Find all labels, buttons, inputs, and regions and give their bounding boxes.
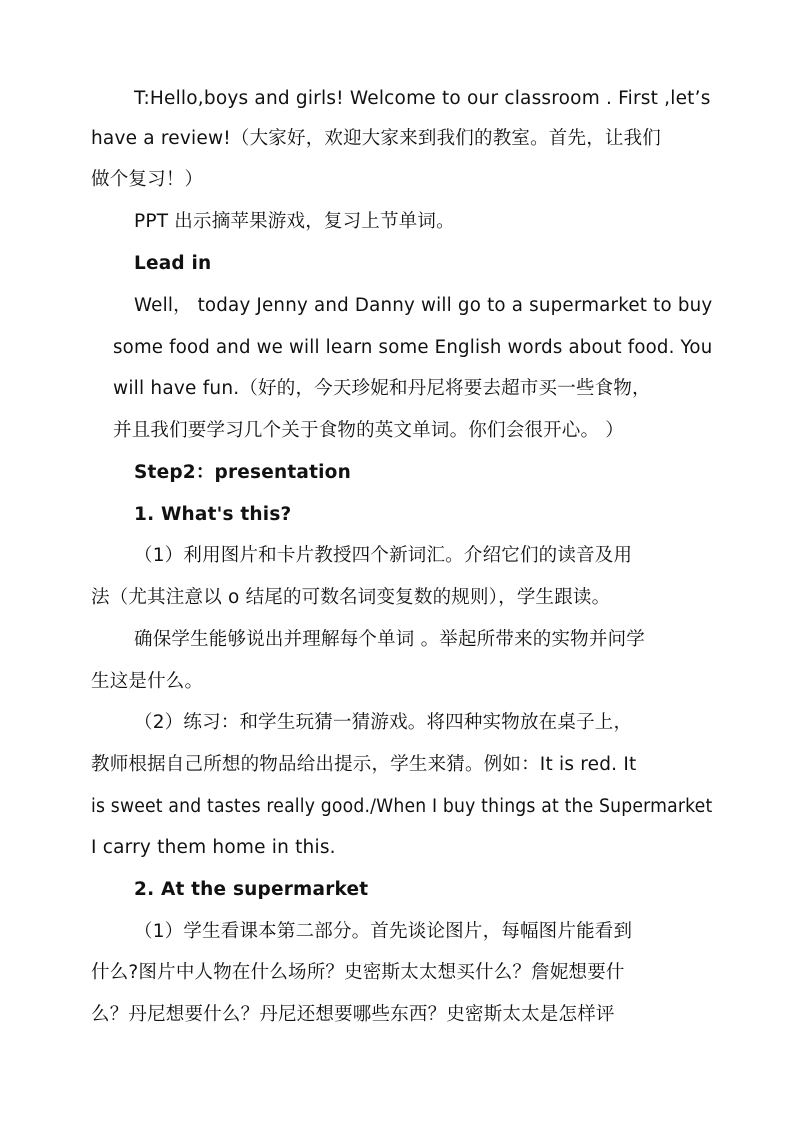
paragraph-1-line-3: 做个复习！） (91, 169, 204, 190)
paragraph-5-line-1: 确保学生能够说出并理解每个单词 。举起所带来的实物并问学 (134, 629, 645, 650)
paragraph-7-line-3: 么？丹尼想要什么？丹尼还想要哪些东西？史密斯太太是怎样评 (91, 1004, 615, 1025)
heading-step2: Step2：presentation (134, 462, 351, 483)
paragraph-1-line-1: T:Hello,boys and girls! Welcome to our classroom . First ,let’s (134, 88, 711, 109)
paragraph-6-line-2: 教师根据自己所想的物品给出提示，学生来猜。例如：It is red. It (91, 754, 637, 775)
paragraph-1-line-2: have a review!（大家好，欢迎大家来到我们的教室。首先，让我们 (91, 128, 661, 149)
paragraph-5-line-2: 生这是什么。 (91, 671, 204, 692)
paragraph-6-line-1: （2）练习：和学生玩猜一猜游戏。将四种实物放在桌子上， (134, 712, 633, 733)
paragraph-6-line-4: I carry them home in this. (91, 837, 336, 858)
heading-whats-this: 1. What's this? (134, 504, 292, 525)
paragraph-3-line-4: 并且我们要学习几个关于食物的英文单词。你们会很开心。 ） (113, 420, 624, 441)
paragraph-3-line-2: some food and we will learn some English words about food. You (113, 337, 713, 358)
paragraph-4-line-1: （1）利用图片和卡片教授四个新词汇。介绍它们的读音及用 (134, 545, 633, 566)
paragraph-3-line-1: Well， today Jenny and Danny will go to a supermarket to buy (134, 295, 713, 316)
paragraph-2: PPT 出示摘苹果游戏，复习上节单词。 (134, 211, 455, 232)
paragraph-4-line-2: 法（尤其注意以 o 结尾的可数名词变复数的规则），学生跟读。 (91, 587, 611, 608)
paragraph-6-line-3: is sweet and tastes really good./When I buy things at the Supermarket (91, 796, 713, 817)
paragraph-7-line-1: （1）学生看课本第二部分。首先谈论图片，每幅图片能看到 (134, 921, 633, 942)
paragraph-3-line-3: will have fun.（好的，今天珍妮和丹尼将要去超市买一些食物， (113, 378, 651, 399)
heading-lead-in: Lead in (134, 253, 212, 274)
paragraph-7-line-2: 什么?图片中人物在什么场所？史密斯太太想买什么？詹妮想要什 (91, 962, 625, 983)
heading-supermarket: 2. At the supermarket (134, 879, 369, 900)
